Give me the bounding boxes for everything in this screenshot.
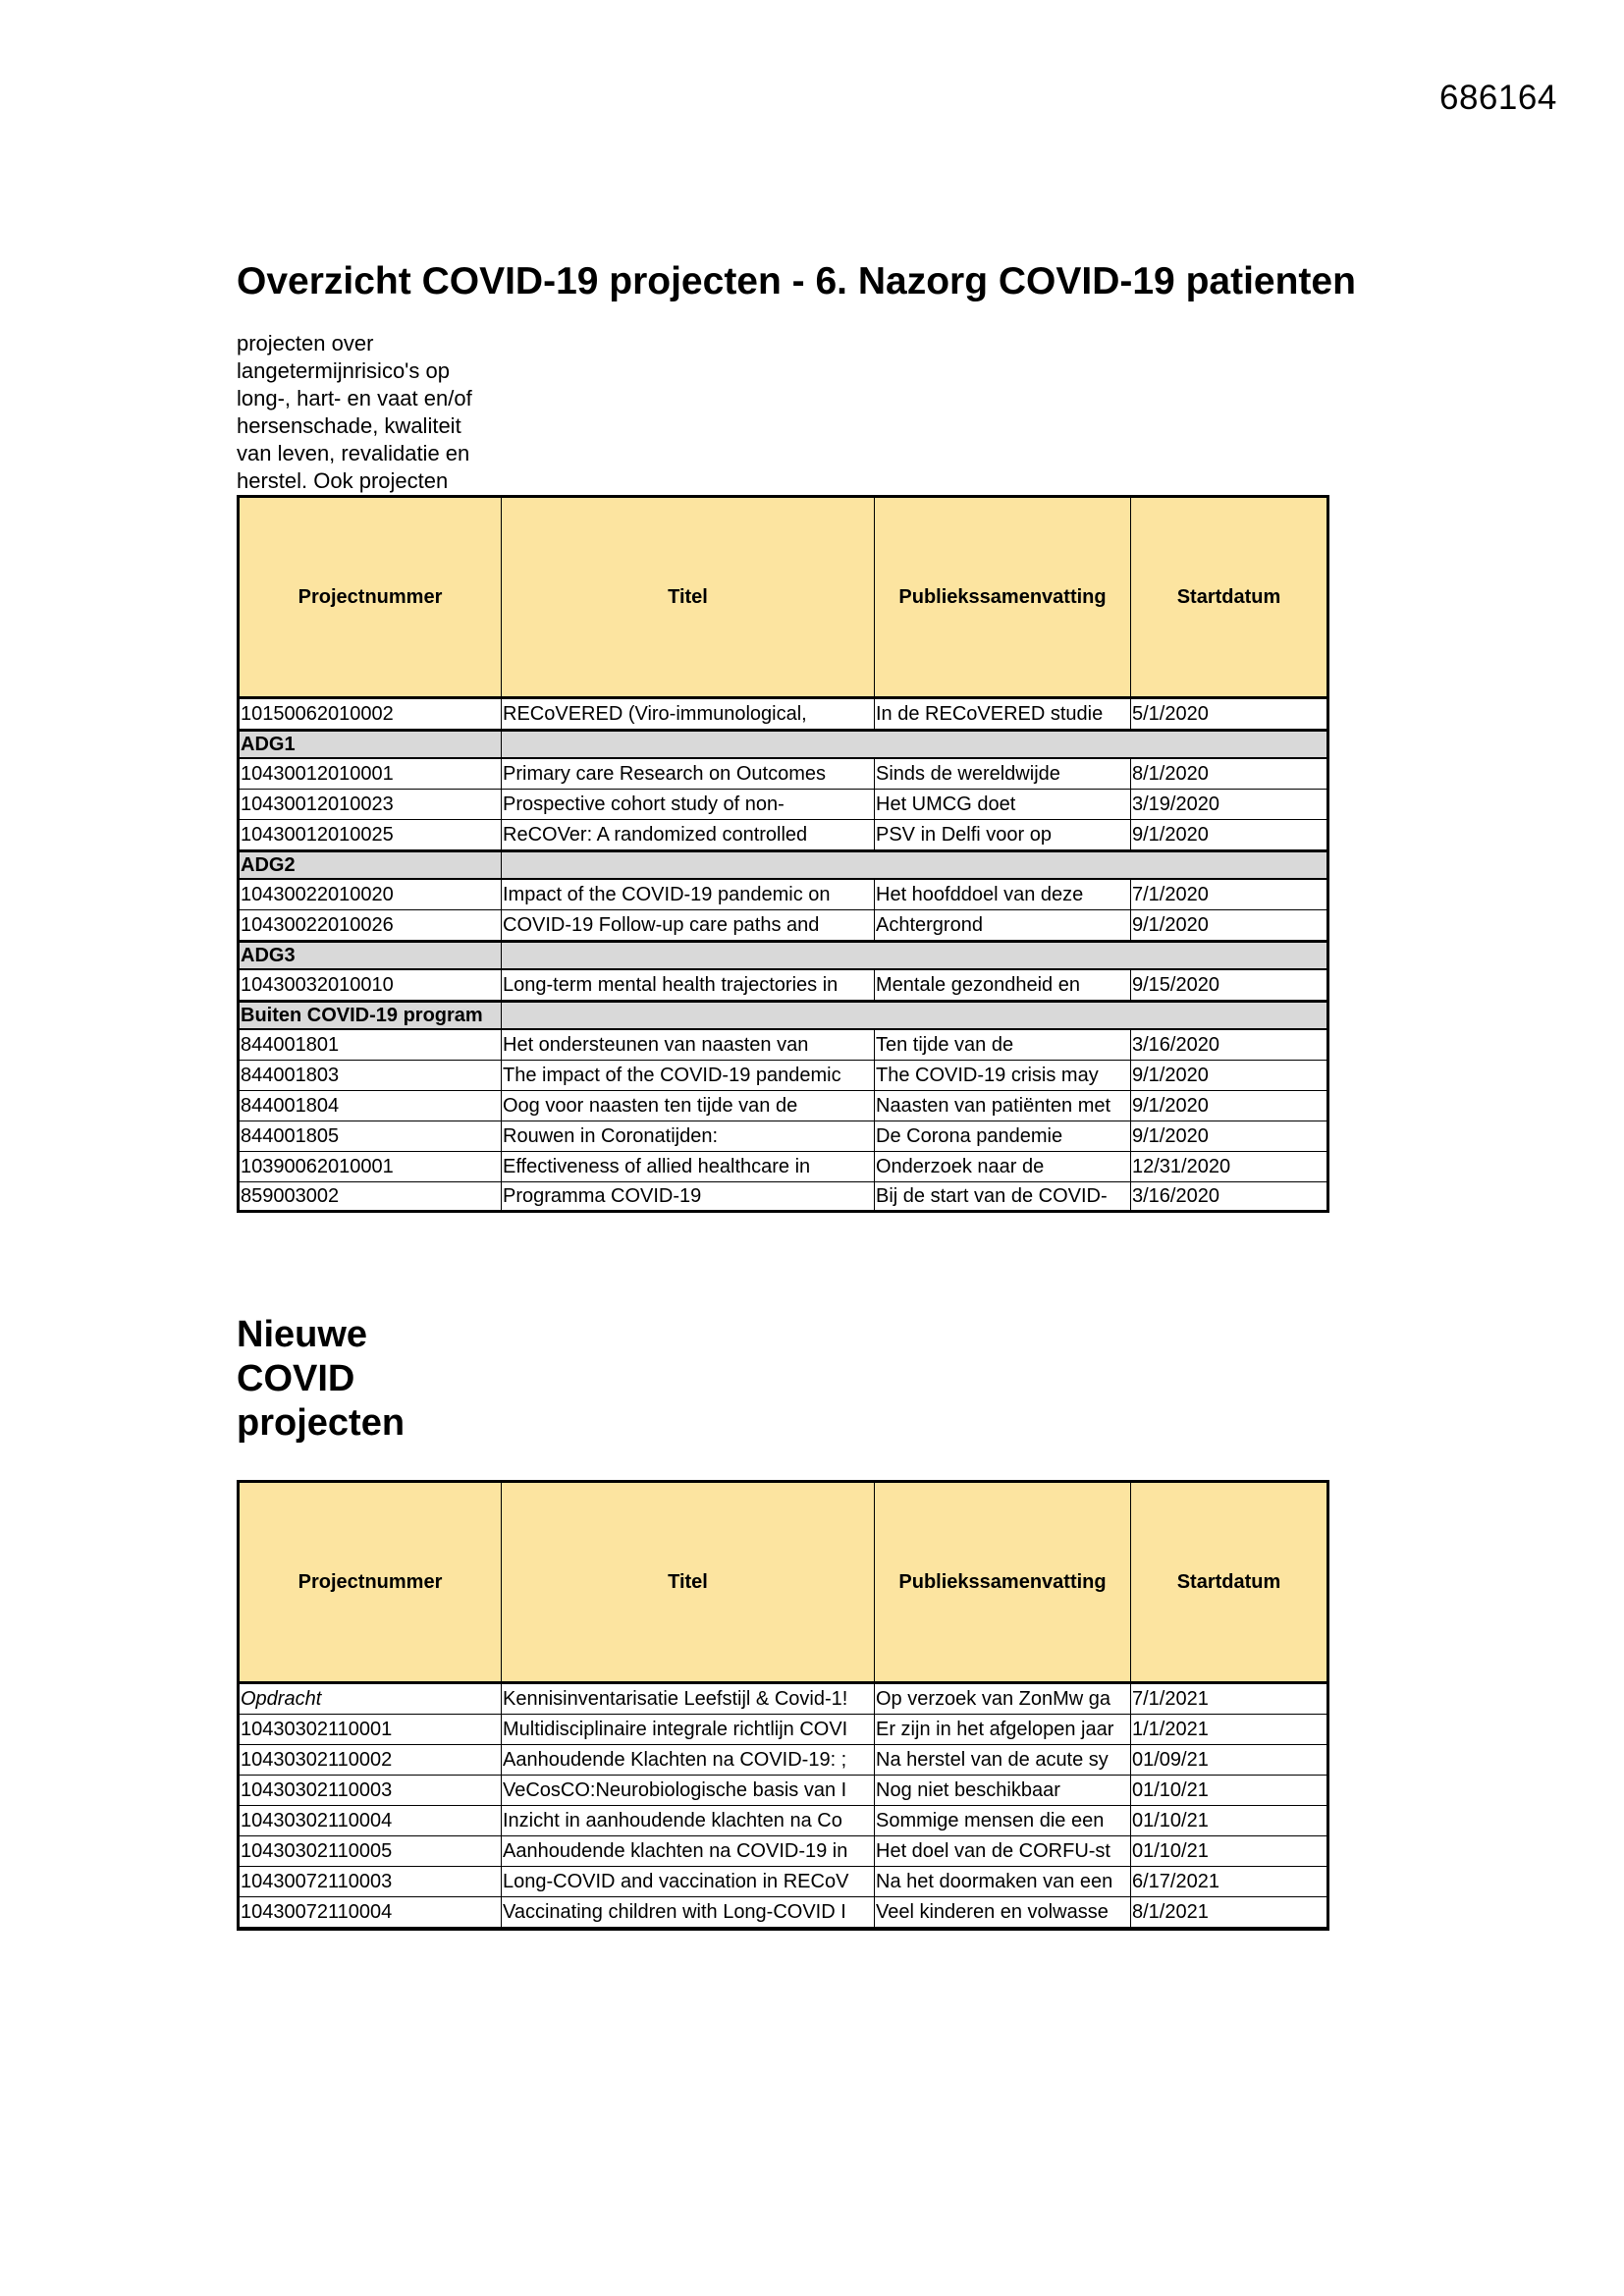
new-projects-table (237, 1480, 1329, 1931)
group-label: ADG3 (240, 943, 502, 968)
cell-publiekssamenvatting: De Corona pandemie (875, 1121, 1131, 1151)
cell-projectnummer: 10430072110004 (240, 1897, 502, 1927)
intro-line: van leven, revalidatie en (237, 441, 470, 465)
header-projectnummer: Projectnummer (240, 1483, 502, 1681)
header-startdatum: Startdatum (1176, 585, 1281, 608)
page-id: 686164 (1439, 79, 1557, 117)
cell-projectnummer: 10430302110001 (240, 1715, 502, 1744)
table-row (240, 970, 1326, 1001)
cell-titel: COVID-19 Follow-up care paths and (502, 910, 875, 940)
group-row-fill (502, 732, 1326, 757)
cell-publiekssamenvatting: Achtergrond (875, 910, 1131, 940)
cell-startdatum: 7/1/2020 (1132, 883, 1209, 905)
cell-titel: Rouwen in Coronatijden: (502, 1121, 875, 1151)
cell-publiekssamenvatting: PSV in Delfi voor op (875, 820, 1131, 849)
cell-publiekssamenvatting: Sinds de wereldwijde (875, 759, 1131, 789)
cell-startdatum: 01/09/21 (1132, 1748, 1209, 1771)
table-row (240, 1091, 1326, 1121)
group-row-fill (502, 1003, 1326, 1028)
table-body (240, 699, 1326, 1213)
cell-publiekssamenvatting: Op verzoek van ZonMw ga (875, 1684, 1131, 1714)
group-row (240, 730, 1326, 759)
cell-startdatum: 3/16/2020 (1132, 1184, 1219, 1207)
cell-projectnummer: 10430012010001 (240, 759, 502, 789)
cell-projectnummer: 844001803 (240, 1061, 502, 1090)
cell-projectnummer: 844001801 (240, 1030, 502, 1060)
cell-titel: VeCosCO:Neurobiologische basis van I (502, 1776, 875, 1805)
cell-projectnummer: 10430072110003 (240, 1867, 502, 1896)
cell-publiekssamenvatting: Ten tijde van de (875, 1030, 1131, 1060)
table-row (240, 1061, 1326, 1091)
table-header (240, 495, 1326, 699)
table-row (240, 1182, 1326, 1213)
cell-publiekssamenvatting: Onderzoek naar de (875, 1152, 1131, 1181)
table-row (240, 1121, 1326, 1152)
group-label: ADG2 (240, 852, 502, 878)
intro-line: herstel. Ook projecten (237, 468, 449, 493)
group-row-fill (502, 852, 1326, 878)
cell-projectnummer: 10430022010020 (240, 880, 502, 909)
cell-projectnummer: Opdracht (240, 1684, 502, 1714)
table-row (240, 1715, 1326, 1745)
cell-projectnummer: 10430302110004 (240, 1806, 502, 1835)
cell-publiekssamenvatting: Er zijn in het afgelopen jaar (875, 1715, 1131, 1744)
intro-line: long-, hart- en vaat en/of (237, 386, 472, 410)
cell-publiekssamenvatting: Het UMCG doet (875, 790, 1131, 819)
cell-startdatum: 9/1/2020 (1132, 823, 1209, 846)
header-publiekssamenvatting: Publiekssamenvatting (875, 498, 1131, 696)
cell-projectnummer: 10430302110005 (240, 1836, 502, 1866)
header-titel: Titel (502, 1483, 875, 1681)
cell-titel: Programma COVID-19 (502, 1182, 875, 1210)
cell-titel: Long-COVID and vaccination in RECoV (502, 1867, 875, 1896)
cell-titel: Kennisinventarisatie Leefstijl & Covid-1! (502, 1684, 875, 1714)
cell-publiekssamenvatting: Na herstel van de acute sy (875, 1745, 1131, 1775)
header-publiekssamenvatting: Publiekssamenvatting (875, 1483, 1131, 1681)
group-label: ADG1 (240, 732, 502, 757)
cell-startdatum: 12/31/2020 (1132, 1155, 1231, 1177)
group-row (240, 1001, 1326, 1030)
cell-startdatum: 01/10/21 (1132, 1778, 1209, 1801)
section-title-line: COVID (237, 1358, 355, 1399)
intro-line: langetermijnrisico's op (237, 358, 450, 383)
cell-projectnummer: 10430302110003 (240, 1776, 502, 1805)
cell-titel: The impact of the COVID-19 pandemic (502, 1061, 875, 1090)
cell-publiekssamenvatting: Sommige mensen die een (875, 1806, 1131, 1835)
cell-startdatum: 5/1/2020 (1132, 702, 1209, 725)
cell-projectnummer: 10150062010002 (240, 699, 502, 729)
cell-startdatum: 1/1/2021 (1132, 1718, 1209, 1740)
intro-text (237, 330, 531, 495)
table-row (240, 759, 1326, 790)
table-row (240, 1030, 1326, 1061)
cell-startdatum: 8/1/2020 (1132, 762, 1209, 785)
cell-startdatum: 9/1/2020 (1132, 913, 1209, 936)
cell-titel: Impact of the COVID-19 pandemic on (502, 880, 875, 909)
cell-publiekssamenvatting: Het hoofddoel van deze (875, 880, 1131, 909)
cell-publiekssamenvatting: Bij de start van de COVID- (875, 1182, 1131, 1210)
table-row (240, 1152, 1326, 1182)
cell-titel: Oog voor naasten ten tijde van de (502, 1091, 875, 1121)
cell-publiekssamenvatting: Het doel van de CORFU-st (875, 1836, 1131, 1866)
group-label: Buiten COVID-19 program (240, 1003, 502, 1028)
table-row (240, 1897, 1326, 1928)
table-body (240, 1684, 1326, 1928)
cell-titel: Prospective cohort study of non- (502, 790, 875, 819)
cell-titel: Inzicht in aanhoudende klachten na Co (502, 1806, 875, 1835)
cell-titel: Effectiveness of allied healthcare in (502, 1152, 875, 1181)
cell-titel: Aanhoudende klachten na COVID-19 in (502, 1836, 875, 1866)
table-row (240, 1684, 1326, 1715)
section-title-line: Nieuwe (237, 1314, 368, 1355)
cell-projectnummer: 844001804 (240, 1091, 502, 1121)
intro-line: projecten over (237, 331, 374, 355)
table-row (240, 699, 1326, 730)
cell-publiekssamenvatting: In de RECoVERED studie (875, 699, 1131, 729)
cell-titel: Aanhoudende Klachten na COVID-19: ; (502, 1745, 875, 1775)
page-title: Overzicht COVID-19 projecten - 6. Nazorg COVID-19 patienten (237, 260, 1356, 302)
cell-titel: Multidisciplinaire integrale richtlijn COVI (502, 1715, 875, 1744)
header-titel: Titel (502, 498, 875, 696)
group-row-fill (502, 943, 1326, 968)
cell-startdatum: 01/10/21 (1132, 1809, 1209, 1831)
table-header (240, 1480, 1326, 1684)
cell-startdatum: 7/1/2021 (1132, 1687, 1209, 1710)
table-row (240, 1745, 1326, 1776)
projects-table (237, 495, 1329, 1213)
cell-projectnummer: 10430012010025 (240, 820, 502, 849)
cell-projectnummer: 10430012010023 (240, 790, 502, 819)
cell-publiekssamenvatting: Mentale gezondheid en (875, 970, 1131, 1000)
group-row (240, 941, 1326, 970)
table-row (240, 1836, 1326, 1867)
header-projectnummer: Projectnummer (240, 498, 502, 696)
cell-publiekssamenvatting: Na het doormaken van een (875, 1867, 1131, 1896)
cell-publiekssamenvatting: Nog niet beschikbaar (875, 1776, 1131, 1805)
table-row (240, 910, 1326, 941)
cell-publiekssamenvatting: Veel kinderen en volwasse (875, 1897, 1131, 1927)
cell-startdatum: 9/1/2020 (1132, 1094, 1209, 1117)
table-row (240, 1776, 1326, 1806)
section-title-line: projecten (237, 1402, 406, 1444)
cell-publiekssamenvatting: Naasten van patiënten met (875, 1091, 1131, 1121)
cell-startdatum: 01/10/21 (1132, 1839, 1209, 1862)
cell-startdatum: 9/1/2020 (1132, 1124, 1209, 1147)
cell-startdatum: 3/16/2020 (1132, 1033, 1219, 1056)
intro-line: hersenschade, kwaliteit (237, 413, 461, 438)
cell-titel: Het ondersteunen van naasten van (502, 1030, 875, 1060)
cell-startdatum: 9/15/2020 (1132, 973, 1219, 996)
table-row (240, 790, 1326, 820)
cell-projectnummer: 10390062010001 (240, 1152, 502, 1181)
cell-publiekssamenvatting: The COVID-19 crisis may (875, 1061, 1131, 1090)
cell-projectnummer: 10430302110002 (240, 1745, 502, 1775)
cell-projectnummer: 844001805 (240, 1121, 502, 1151)
cell-projectnummer: 10430022010026 (240, 910, 502, 940)
table-row (240, 1806, 1326, 1836)
group-row (240, 850, 1326, 880)
cell-titel: Long-term mental health trajectories in (502, 970, 875, 1000)
cell-startdatum: 6/17/2021 (1132, 1870, 1219, 1892)
cell-projectnummer: 859003002 (240, 1182, 502, 1210)
table-row (240, 880, 1326, 910)
cell-startdatum: 8/1/2021 (1132, 1900, 1209, 1923)
header-startdatum: Startdatum (1176, 1570, 1281, 1593)
section-title-nieuwe-covid-projecten (237, 1313, 405, 1446)
cell-titel: Primary care Research on Outcomes (502, 759, 875, 789)
cell-projectnummer: 10430032010010 (240, 970, 502, 1000)
cell-titel: ReCOVer: A randomized controlled (502, 820, 875, 849)
cell-startdatum: 9/1/2020 (1132, 1064, 1209, 1086)
cell-startdatum: 3/19/2020 (1132, 793, 1219, 815)
table-row (240, 820, 1326, 850)
cell-titel: Vaccinating children with Long-COVID I (502, 1897, 875, 1927)
table-row (240, 1867, 1326, 1897)
cell-titel: RECoVERED (Viro-immunological, (502, 699, 875, 729)
